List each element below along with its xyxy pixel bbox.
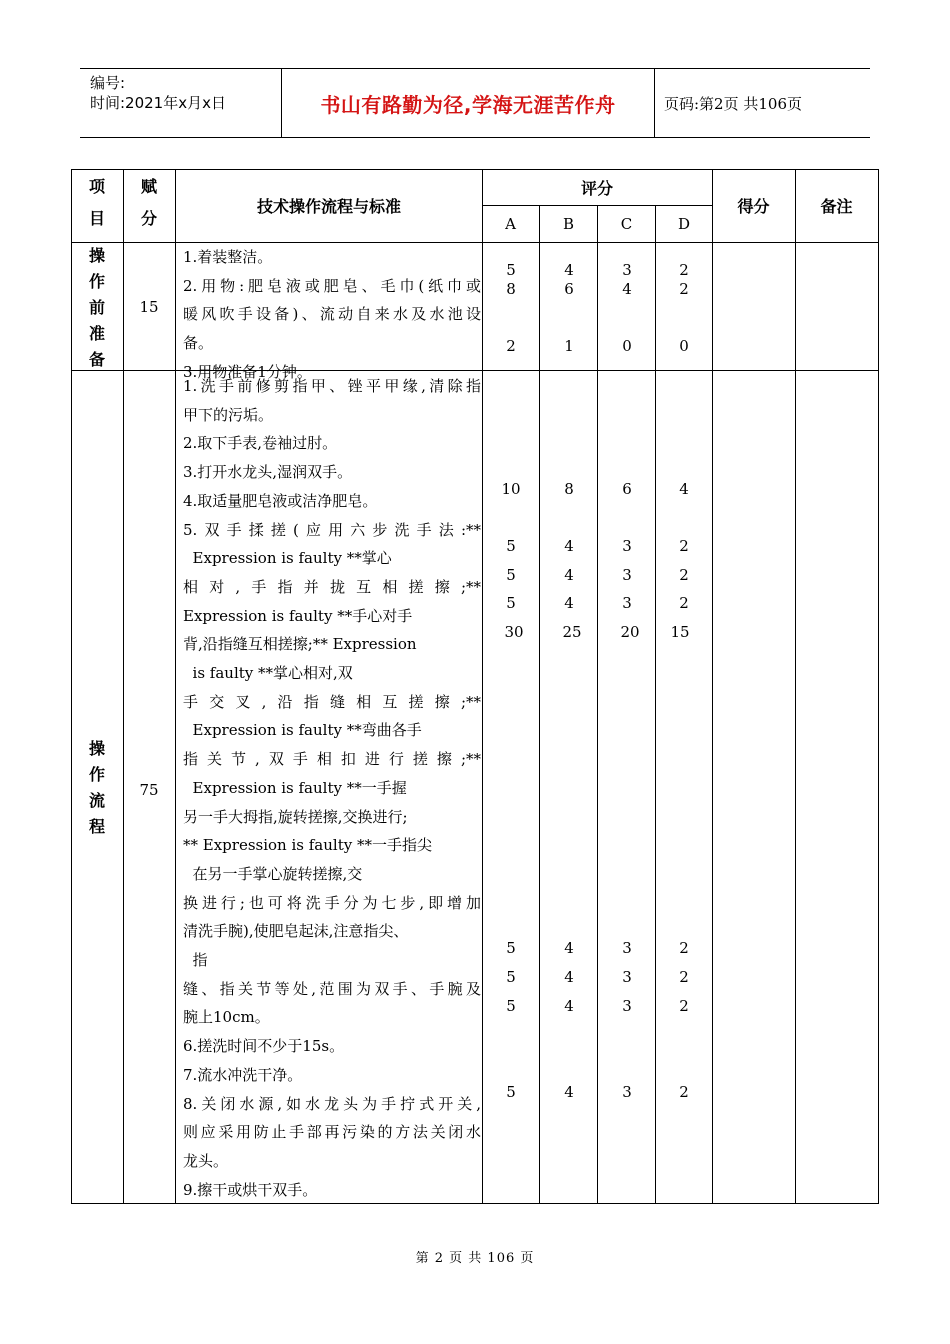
content-line: Expression is faulty **弯曲各手 xyxy=(183,721,422,740)
grade-value: 5 xyxy=(506,968,516,986)
grade-value: 5 xyxy=(506,261,516,279)
grade-value: 8 xyxy=(564,480,574,498)
table-rule xyxy=(795,169,796,1204)
section1-item-char: 操 xyxy=(88,246,105,265)
header-points xyxy=(123,174,175,232)
grade-value: 5 xyxy=(506,594,516,612)
grade-value: 5 xyxy=(506,1083,516,1101)
grade-value: 15 xyxy=(670,623,690,641)
grade-value: 3 xyxy=(622,594,632,612)
content-line: 在另一手掌心旋转搓擦,交 xyxy=(183,864,363,883)
section1-item-char: 作 xyxy=(88,272,105,291)
content-line: 清洗手腕),使肥皂起沫,注意指尖、 xyxy=(183,922,409,941)
content-line: Expression is faulty **一手握 xyxy=(183,778,407,797)
section2-item-char: 程 xyxy=(88,817,105,836)
content-line: 缝、指关节等处,范围为双手、手腕及 xyxy=(183,979,481,998)
document-number-label: 编号: xyxy=(90,74,126,92)
header-points-char: 赋 xyxy=(140,177,157,196)
content-line: 相对,手指并拢互相搓擦;** xyxy=(183,577,481,596)
grade-value: 3 xyxy=(622,537,632,555)
grade-value: 4 xyxy=(622,280,632,298)
section2-item-char: 流 xyxy=(88,791,105,810)
content-line: Expression is faulty **掌心 xyxy=(183,549,392,568)
grade-value: 3 xyxy=(622,1083,632,1101)
header-grading: 评分 xyxy=(580,178,613,198)
grade-value: 5 xyxy=(506,537,516,555)
content-line: 换进行;也可将洗手分为七步,即增加 xyxy=(183,893,481,912)
header-page-number: 页码:第2页 共106页 xyxy=(664,94,802,113)
header-divider xyxy=(654,69,655,137)
grade-value: 3 xyxy=(622,968,632,986)
grade-value: 4 xyxy=(564,939,574,957)
document-date-label: 时间:2021年x月x日 xyxy=(90,94,226,112)
header-item xyxy=(71,174,123,232)
content-line: 8.关闭水源,如水龙头为手拧式开关, xyxy=(183,1094,481,1113)
section2-item-char: 操 xyxy=(88,739,105,758)
table-border xyxy=(878,169,879,1204)
header-item-char: 项 xyxy=(88,177,105,196)
header-meta xyxy=(90,73,226,113)
grade-value: 5 xyxy=(506,997,516,1015)
grade-value: 2 xyxy=(679,537,689,555)
section2-content xyxy=(183,372,481,1204)
grade-label-a: A xyxy=(505,215,516,233)
grade-value: 2 xyxy=(679,939,689,957)
content-line: Expression is faulty **手心对手 xyxy=(183,606,413,625)
grade-value: 4 xyxy=(564,1083,574,1101)
grade-value: 5 xyxy=(506,939,516,957)
grade-value: 4 xyxy=(564,537,574,555)
header-item-char: 目 xyxy=(88,209,105,228)
content-line: 1.着装整洁。 xyxy=(183,248,273,266)
content-line: 7.流水冲洗干净。 xyxy=(183,1065,303,1084)
content-line: 龙头。 xyxy=(183,1151,229,1170)
page-footer: 第 2 页 共 106 页 xyxy=(415,1251,535,1266)
grade-value: 0 xyxy=(622,337,632,355)
grade-value: 6 xyxy=(622,480,632,498)
grade-value: 4 xyxy=(679,480,689,498)
table-rule xyxy=(712,169,713,1204)
page-header xyxy=(80,68,870,138)
grade-value: 1 xyxy=(564,337,574,355)
content-line: 2.取下手表,卷袖过肘。 xyxy=(183,434,338,453)
grade-value: 25 xyxy=(562,623,582,641)
grade-value: 2 xyxy=(679,997,689,1015)
grade-value: 30 xyxy=(504,623,524,641)
grade-value: 4 xyxy=(564,594,574,612)
content-line: 手交叉,沿指缝相互搓擦;** xyxy=(183,692,481,711)
grade-value: 2 xyxy=(506,337,516,355)
content-line: 3.打开水龙头,湿润双手。 xyxy=(183,463,353,482)
grade-value: 2 xyxy=(679,968,689,986)
table-rule xyxy=(175,169,176,1204)
content-line: 甲下的污垢。 xyxy=(183,405,274,424)
grade-value: 0 xyxy=(679,337,689,355)
grade-label-b: B xyxy=(562,215,575,233)
content-line: 5.双手揉搓(应用六步洗手法:** xyxy=(183,520,481,539)
grade-value: 4 xyxy=(564,968,574,986)
section2-item xyxy=(71,736,123,840)
grade-value: 4 xyxy=(564,997,574,1015)
header-points-char: 分 xyxy=(140,209,157,228)
grade-value: 8 xyxy=(506,280,516,298)
grade-value: 4 xyxy=(564,261,574,279)
content-line: 6.搓洗时间不少于15s。 xyxy=(183,1037,345,1056)
content-line: 暖风吹手设备)、流动自来水及水池设 xyxy=(183,305,481,324)
grade-value: 10 xyxy=(501,480,521,498)
content-line: 3.用物准备1分钟。 xyxy=(183,362,312,381)
header-process: 技术操作流程与标准 xyxy=(256,197,401,216)
grade-label-d: D xyxy=(677,215,691,233)
grade-label-c: C xyxy=(620,215,633,233)
grade-value: 3 xyxy=(622,261,632,279)
grade-value: 3 xyxy=(622,939,632,957)
section2-points: 75 xyxy=(139,781,159,799)
content-line: is faulty **掌心相对,双 xyxy=(183,664,353,683)
content-line: 另一手大拇指,旋转搓擦,交换进行; xyxy=(183,807,408,826)
content-line: 指 xyxy=(183,951,208,970)
content-line: 腕上10cm。 xyxy=(183,1008,270,1027)
content-line: 2.用物:肥皂液或肥皂、毛巾(纸巾或 xyxy=(183,276,481,295)
content-line: 4.取适量肥皂液或洁净肥皂。 xyxy=(183,491,378,510)
section1-item-char: 准 xyxy=(88,324,105,343)
grade-value: 2 xyxy=(679,261,689,279)
grade-value: 2 xyxy=(679,566,689,584)
header-score: 得分 xyxy=(737,197,770,216)
grade-value: 2 xyxy=(679,280,689,298)
grade-value: 6 xyxy=(564,280,574,298)
content-line: 1.洗手前修剪指甲、锉平甲缘,清除指 xyxy=(183,377,481,395)
grade-value: 4 xyxy=(564,566,574,584)
content-line: ** Expression is faulty **一手指尖 xyxy=(183,836,432,855)
grading-table xyxy=(71,169,878,1204)
section1-item-char: 前 xyxy=(88,298,105,317)
content-line: 9.擦干或烘干双手。 xyxy=(183,1180,318,1199)
section2-item-char: 作 xyxy=(88,765,105,784)
grade-value: 3 xyxy=(622,566,632,584)
grade-value: 20 xyxy=(620,623,640,641)
grade-value: 2 xyxy=(679,1083,689,1101)
section1-item-char: 备 xyxy=(88,350,105,369)
header-remarks: 备注 xyxy=(820,197,853,216)
content-line: 备。 xyxy=(183,334,214,353)
content-line: 背,沿指缝互相搓擦;** Expression xyxy=(183,635,417,654)
section1-item xyxy=(71,243,123,373)
section1-content xyxy=(183,243,481,387)
section1-points: 15 xyxy=(139,297,159,316)
header-motto: 书山有路勤为径,学海无涯苦作舟 xyxy=(320,92,616,117)
grade-value: 2 xyxy=(679,594,689,612)
content-line: 指关节,双手相扣进行搓擦;** xyxy=(183,750,481,769)
table-rule xyxy=(482,169,483,1204)
grade-value: 3 xyxy=(622,997,632,1015)
grade-value: 5 xyxy=(506,566,516,584)
content-line: 则应采用防止手部再污染的方法关闭水 xyxy=(183,1123,481,1142)
